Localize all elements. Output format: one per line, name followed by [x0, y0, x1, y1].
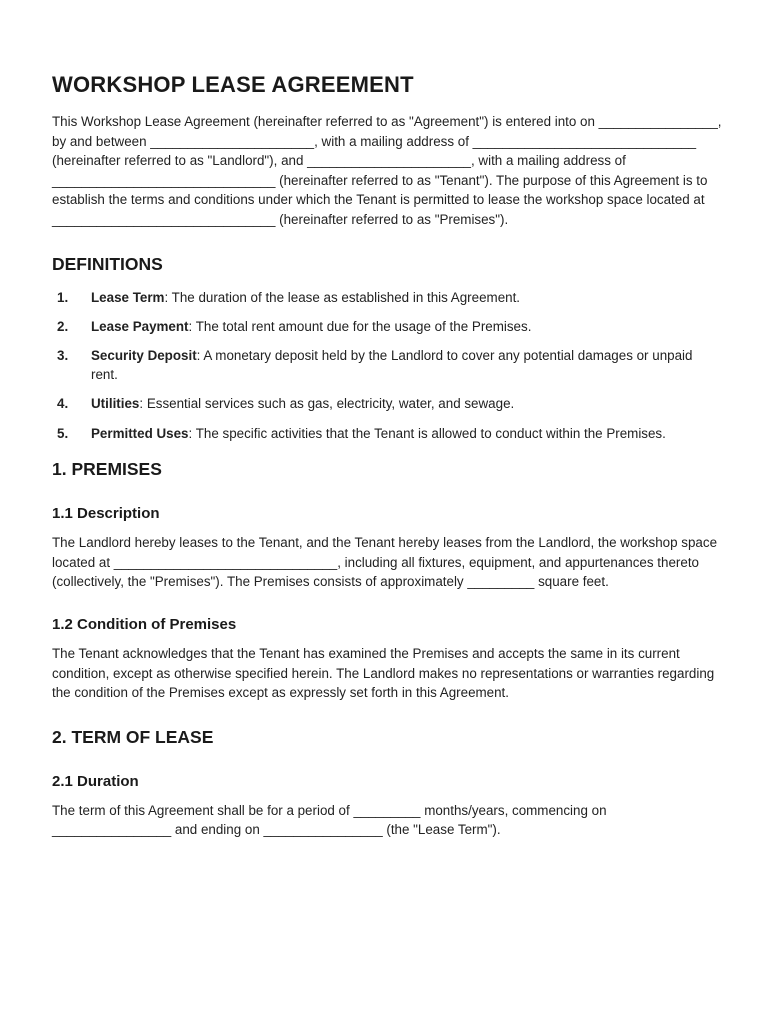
- definition-term: Lease Term: [91, 289, 165, 305]
- definition-number: 3.: [57, 347, 69, 363]
- subsection-description-heading: 1.1 Description: [52, 505, 160, 523]
- definition-text: : The duration of the lease as established in this Agreement.: [164, 289, 521, 305]
- definition-term: Security Deposit: [91, 347, 197, 363]
- section-term-heading: 2. TERM OF LEASE: [52, 726, 214, 747]
- definition-term: Permitted Uses: [91, 425, 189, 441]
- definition-text: : The total rent amount due for the usage of the Premises.: [188, 318, 532, 334]
- definition-text: : Essential services such as gas, electricity, water, and sewage.: [139, 396, 515, 412]
- definition-item: [52, 424, 722, 444]
- definition-item: [52, 317, 722, 337]
- definitions-list: [52, 288, 722, 444]
- definition-number: 4.: [57, 396, 69, 412]
- subsection-duration-text: The term of this Agreement shall be for a period of _________ months/years, commencing on ________________ and ending on ________________ (the "Lease Term").: [52, 802, 607, 838]
- document-title: WORKSHOP LEASE AGREEMENT: [52, 72, 414, 97]
- section-premises-heading: 1. PREMISES: [52, 459, 162, 480]
- subsection-description-text: The Landlord hereby leases to the Tenant, and the Tenant hereby leases from the Landlord, the workshop space located at ______________________________, including all fixtures, equipment, and appurtenances thereto (collectively, the "Premises"). The Premises consists of approximately _________ square feet.: [52, 535, 718, 590]
- subsection-condition-text: The Tenant acknowledges that the Tenant has examined the Premises and accepts the same in its current condition, except as otherwise specified herein. The Landlord makes no representations or warranties regarding the condition of the Premises except as expressly set forth in this Agreement.: [52, 645, 715, 701]
- definition-text: : A monetary deposit held by the Landlord to cover any potential damages or unpaid rent.: [91, 347, 693, 383]
- intro-paragraph: This Workshop Lease Agreement (hereinafter referred to as "Agreement") is entered into on ________________, by and between ______________________, with a mailing address of ______________________________ (hereinafter referred to as "Landlord"), and ______________________, with a mailing address of ______________________________ (hereinafter referred to as "Tenant"). The purpose of this Agreement is to establish the terms and conditions under which the Tenant is permitted to lease the workshop space located at ______________________________ (hereinafter referred to as "Premises").: [52, 114, 722, 227]
- definition-term: Utilities: [91, 396, 140, 412]
- definitions-heading: DEFINITIONS: [52, 253, 163, 274]
- subsection-duration-heading: 2.1 Duration: [52, 772, 139, 790]
- definition-item: [52, 394, 722, 414]
- definition-item: [52, 288, 722, 308]
- definition-number: 5.: [57, 425, 69, 441]
- document-page: [52, 70, 722, 840]
- definition-number: 1.: [57, 289, 69, 305]
- definition-item: [52, 346, 722, 385]
- definition-text: : The specific activities that the Tenant is allowed to conduct within the Premises.: [188, 425, 666, 441]
- subsection-condition-heading: 1.2 Condition of Premises: [52, 615, 237, 633]
- definition-term: Lease Payment: [91, 318, 189, 334]
- definition-number: 2.: [57, 318, 69, 334]
